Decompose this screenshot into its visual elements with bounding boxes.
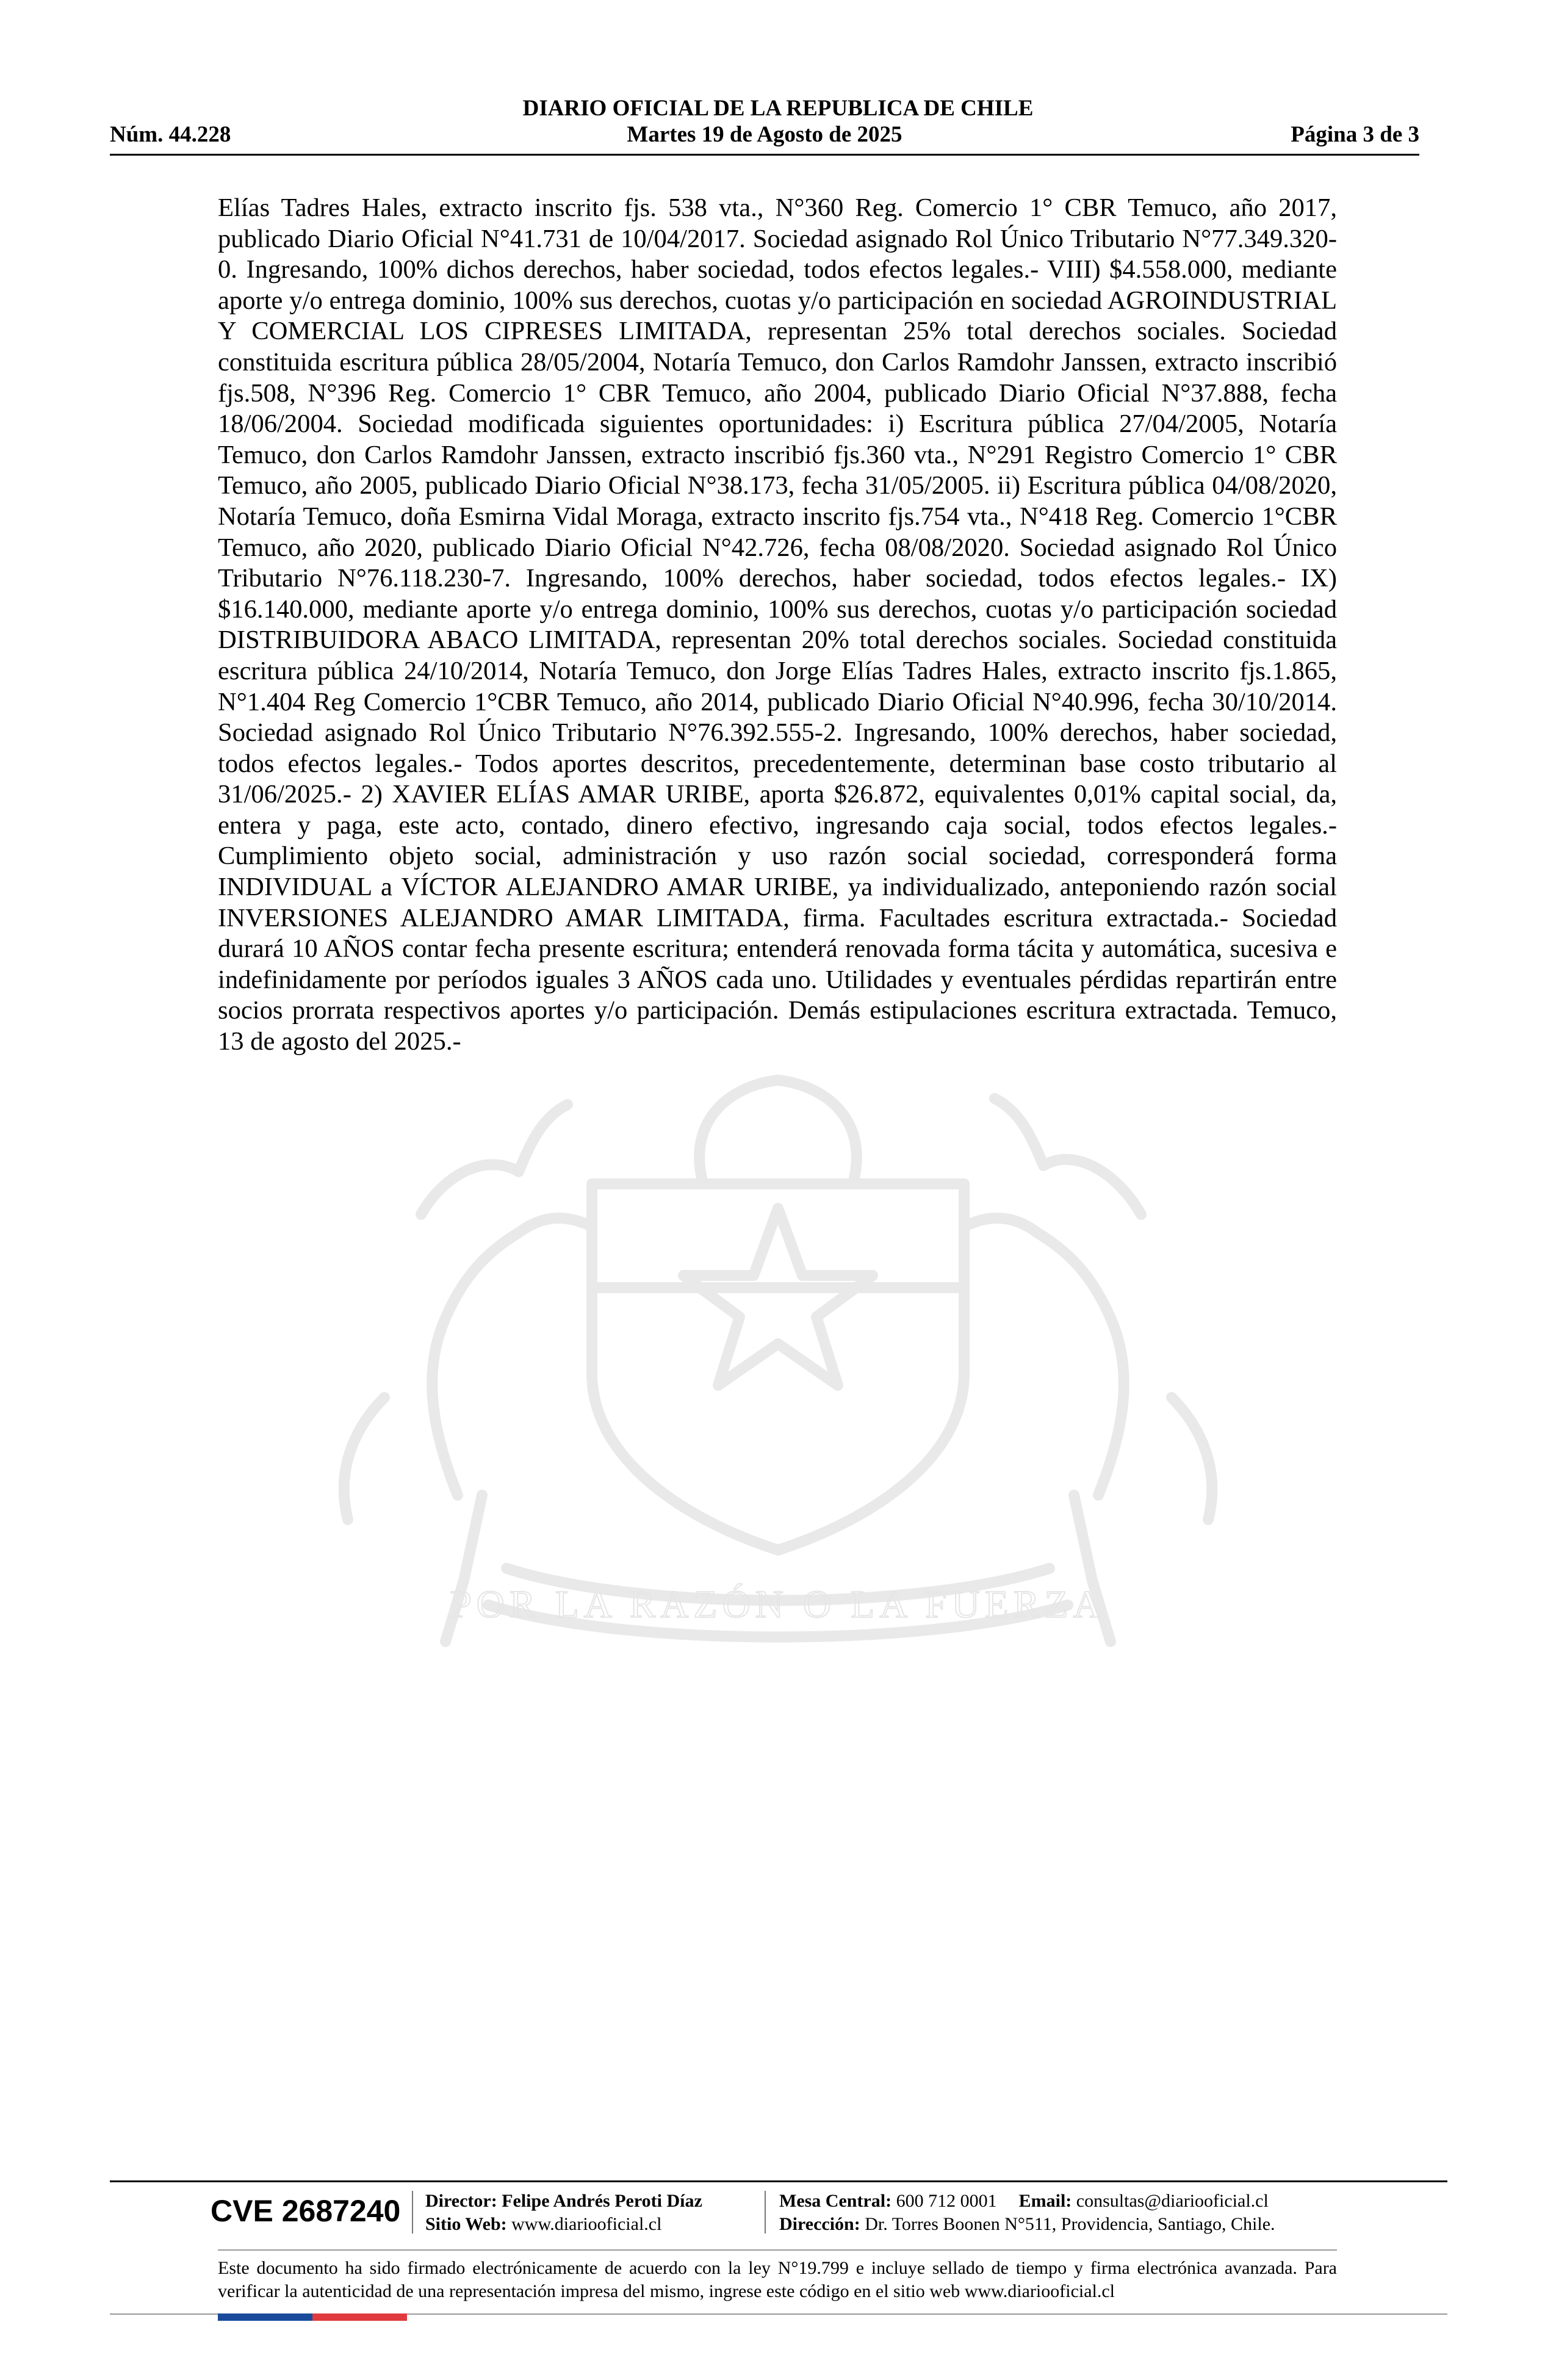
- issue-date: Martes 19 de Agosto de 2025: [627, 122, 902, 147]
- notice-body-text: Elías Tadres Hales, extracto inscrito fjs. 538 vta., N°360 Reg. Comercio 1° CBR Temuco, año 2017, publicado Diario Oficial N°41.731 de 10/04/2017. Sociedad asignado Rol Único Tributario N°77.349.320-0. Ingresando, 100% dichos derechos, haber sociedad, todos efectos legales.- VIII) $4.558.000, mediante aporte y/o entrega dominio, 100% sus derechos, cuotas y/o participación en sociedad AGROINDUSTRIAL Y COMERCIAL LOS CIPRESES LIMITADA, representan 25% total derechos sociales. Sociedad constituida escritura pública 28/05/2004, Notaría Temuco, don Carlos Ramdohr Janssen, extracto inscribió fjs.508, N°396 Reg. Comercio 1° CBR Temuco, año 2004, publicado Diario Oficial N°37.888, fecha 18/06/2004. Sociedad modificada siguientes oportunidades: i) Escritura pública 27/04/2005, Notaría Temuco, don Carlos Ramdohr Janssen, extracto inscribió fjs.360 vta., N°291 Registro Comercio 1° CBR Temuco, año 2005, publicado Diario Oficial N°38.173, fecha 31/05/2005. ii) Escritura pública 04/08/2020, Notaría Temuco, doña Esmirna Vidal Moraga, extracto inscrito fjs.754 vta., N°418 Reg. Comercio 1°CBR Temuco, año 2020, publicado Diario Oficial N°42.726, fecha 08/08/2020. Sociedad asignado Rol Único Tributario N°76.118.230-7. Ingresando, 100% derechos, haber sociedad, todos efectos legales.- IX) $16.140.000, mediante aporte y/o entrega dominio, 100% sus derechos, cuotas y/o participación sociedad DISTRIBUIDORA ABACO LIMITADA, representan 20% total derechos sociales. Sociedad constituida escritura pública 24/10/2014, Notaría Temuco, don Jorge Elías Tadres Hales, extracto inscrito fjs.1.865, N°1.404 Reg Comercio 1°CBR Temuco, año 2014, publicado Diario Oficial N°40.996, fecha 30/10/2014. Sociedad asignado Rol Único Tributario N°76.392.555-2. Ingresando, 100% derechos, haber sociedad, todos efectos legales.- Todos aportes descritos, precedentemente, determinan base costo tributario al 31/06/2025.- 2) XAVIER ELÍAS AMAR URIBE, aporta $26.872, equivalentes 0,01% capital social, da, entera y paga, este acto, contado, dinero efectivo, ingresando caja social, todos efectos legales.- Cumplimiento objeto social, administración y uso razón social sociedad, corresponderá forma INDIVIDUAL a VÍCTOR ALEJANDRO AMAR URIBE, ya individualizado, anteponiendo razón social INVERSIONES ALEJANDRO AMAR LIMITADA, firma. Facultades escritura extractada.- Sociedad durará 10 AÑOS contar fecha presente escritura; entenderá renovada forma tácita y automática, sucesiva e indefinidamente por períodos iguales 3 AÑOS cada uno. Utilidades y eventuales pérdidas repartirán entre socios prorrata respectivos aportes y/o participación. Demás estipulaciones escritura extractada. Temuco, 13 de agosto del 2025.-: [218, 193, 1337, 1056]
- issue-number: Núm. 44.228: [110, 122, 231, 147]
- website-label: Sitio Web:: [425, 2214, 507, 2234]
- coat-of-arms-watermark: [201, 1031, 1355, 1678]
- flag-stripe-red: [312, 2313, 407, 2321]
- director-line: [425, 2190, 702, 2213]
- cve-code: CVE 2687240: [211, 2194, 401, 2228]
- newspaper-title: DIARIO OFICIAL DE LA REPUBLICA DE CHILE: [522, 96, 1034, 121]
- address-label: Dirección:: [779, 2214, 860, 2234]
- page-indicator: Página 3 de 3: [1291, 122, 1419, 147]
- footer-separator: [412, 2191, 413, 2234]
- contact-line: [779, 2190, 1275, 2213]
- address-line: [779, 2213, 1275, 2236]
- email-label: Email:: [1018, 2191, 1072, 2211]
- footer-top-divider: [110, 2180, 1447, 2182]
- footer-director-block: [425, 2190, 702, 2236]
- footer-separator: [765, 2191, 766, 2234]
- header-row: [110, 121, 1419, 149]
- phone-number: 600 712 0001: [896, 2191, 997, 2211]
- director-label: Director:: [425, 2191, 497, 2211]
- director-name: Felipe Andrés Peroti Díaz: [502, 2191, 702, 2211]
- flag-stripe-blue: [218, 2313, 312, 2321]
- phone-label: Mesa Central:: [779, 2191, 892, 2211]
- email-link[interactable]: consultas@diariooficial.cl: [1076, 2191, 1269, 2211]
- footer-middle-divider: [218, 2249, 1337, 2251]
- watermark-motto: POR LA RAZÓN O LA FUERZA: [450, 1582, 1106, 1626]
- website-line: [425, 2213, 702, 2236]
- electronic-signature-note: Este documento ha sido firmado electrónicamente de acuerdo con la ley N°19.799 e incluye sellado de tiempo y firma electrónica avanzada. Para verificar la autenticidad de una representación impresa del mismo, ingrese este código en el sitio web www.diariooficial.cl: [218, 2258, 1337, 2301]
- website-link[interactable]: www.diariooficial.cl: [511, 2214, 662, 2234]
- header-divider: [110, 154, 1419, 156]
- address-text: Dr. Torres Boonen N°511, Providencia, Santiago, Chile.: [865, 2214, 1275, 2234]
- footer-contact-block: [779, 2190, 1275, 2236]
